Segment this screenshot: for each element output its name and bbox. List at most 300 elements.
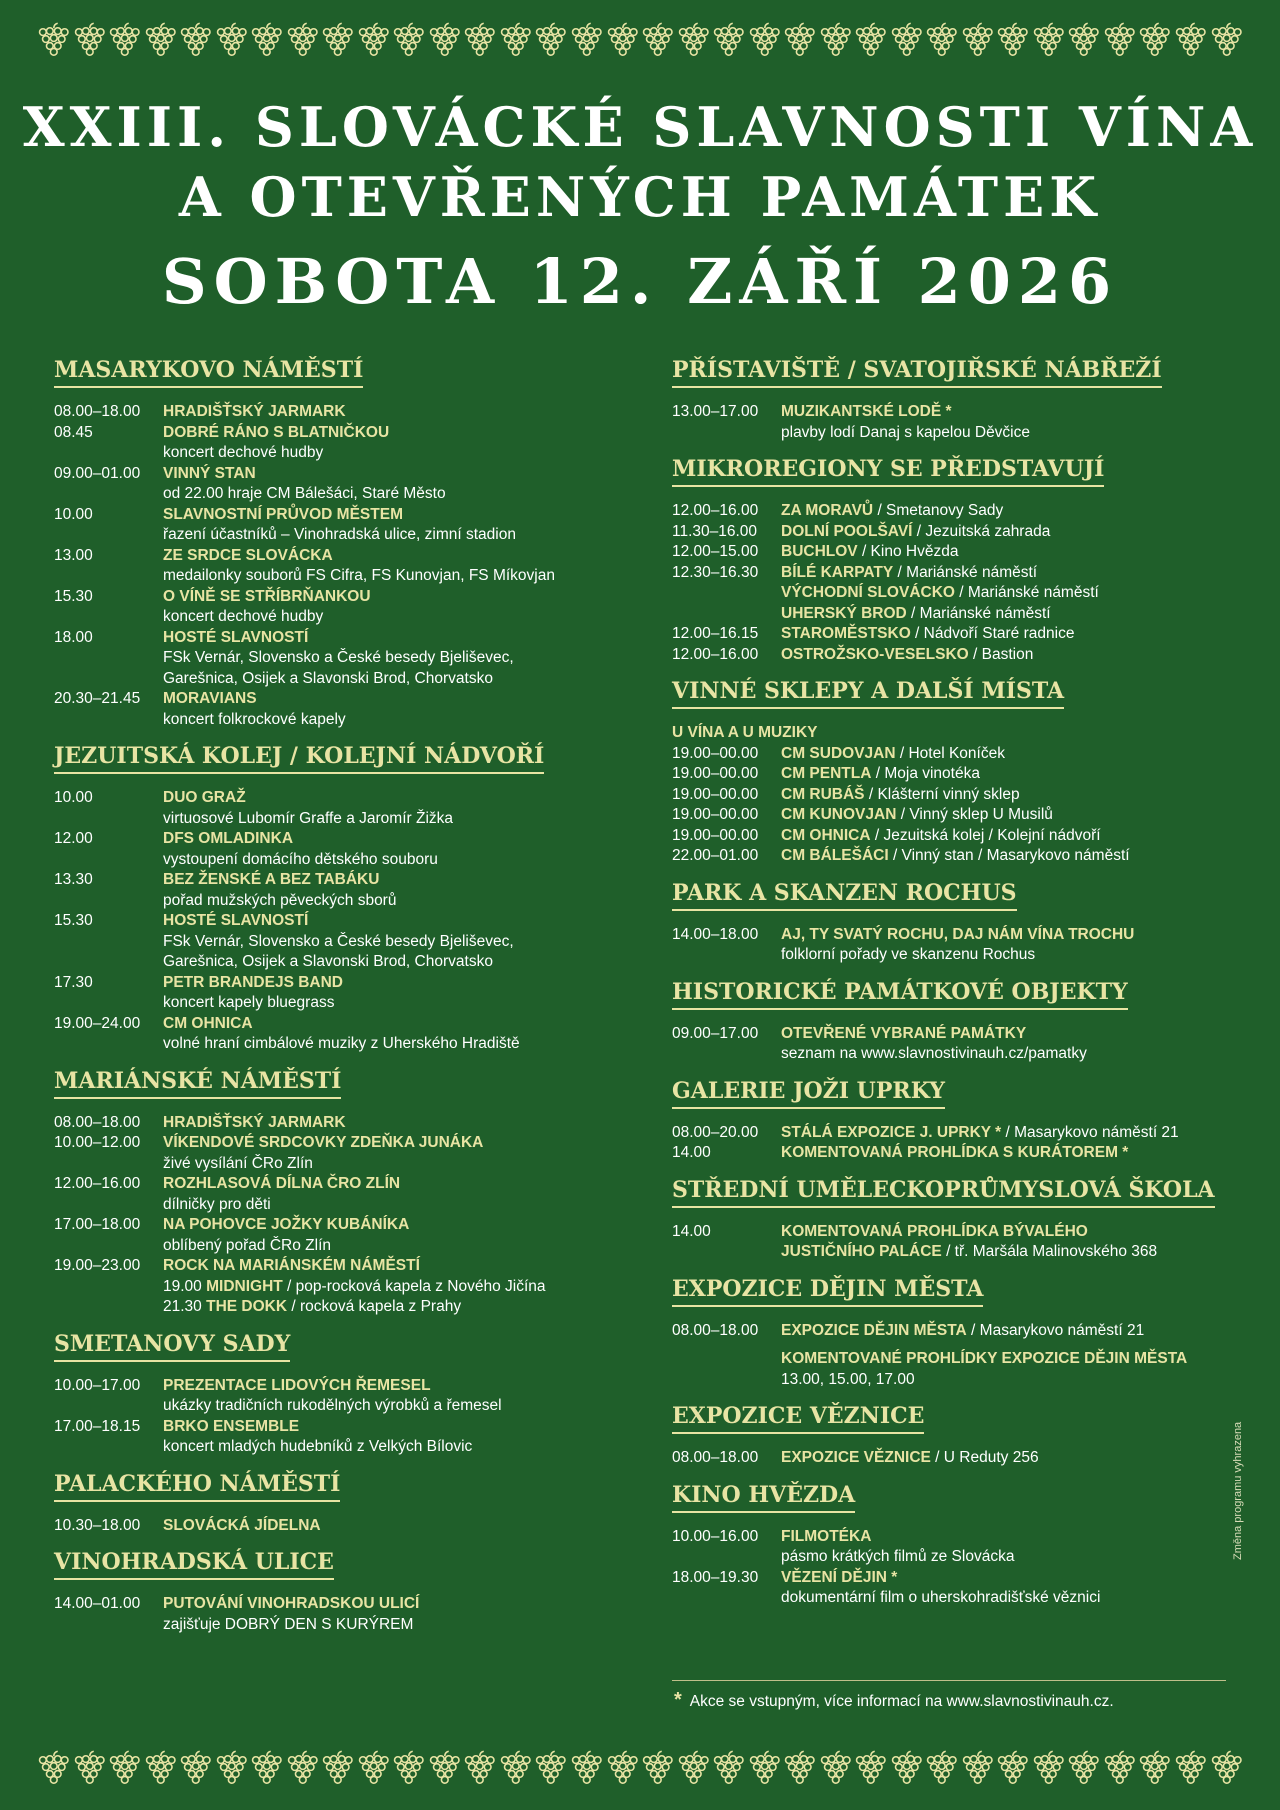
grape-cluster-icon <box>214 22 250 58</box>
entry-title: DOBRÉ RÁNO S BLATNIČKOU <box>163 423 390 441</box>
entry-place: / Klášterní vinný sklep <box>864 785 1020 803</box>
entry-subline <box>163 1297 654 1318</box>
program-entry <box>672 1024 1228 1065</box>
entry-body <box>163 1417 654 1458</box>
entry-time: 08.00–20.00 <box>672 1123 759 1141</box>
entry-title: KOMENTOVANÁ PROHLÍDKA S KURÁTOREM * <box>781 1144 1129 1161</box>
section-title: MARIÁNSKÉ NÁMĚSTÍ <box>54 1067 341 1099</box>
entry-title: PREZENTACE LIDOVÝCH ŘEMESEL <box>163 1376 431 1394</box>
entry-title-line <box>163 689 654 710</box>
entry-body <box>163 1594 654 1635</box>
entry-time: 12.00 <box>54 830 93 847</box>
entry-title: HRADIŠŤSKÝ JARMARK <box>163 403 346 420</box>
entry-description: ukázky tradičních rukodělných výrobků a řemesel <box>163 1397 502 1414</box>
entry-place: / Mariánské náměstí <box>954 584 1099 601</box>
entry-subline-title: THE DOKK <box>206 1298 288 1315</box>
grape-cluster-icon <box>178 22 214 58</box>
entry-body <box>163 1113 654 1134</box>
grape-cluster-icon <box>995 1750 1031 1786</box>
title-line-1: XXIII. SLOVÁCKÉ SLAVNOSTI VÍNA <box>22 95 1258 159</box>
program-entry <box>672 1123 1228 1144</box>
entry-body <box>163 1014 654 1055</box>
program-section <box>54 1067 654 1318</box>
entry-time: 08.00–18.00 <box>54 1113 141 1131</box>
entry-body <box>163 546 654 587</box>
grape-cluster-icon <box>107 22 143 58</box>
program-section <box>672 455 1228 665</box>
program-entry <box>672 764 1228 785</box>
program-entry <box>672 402 1228 443</box>
entry-body <box>163 973 654 1014</box>
entry-body <box>781 501 1228 522</box>
entry-time: 15.30 <box>54 912 93 929</box>
program-entry <box>54 1417 654 1458</box>
entry-body <box>163 628 654 690</box>
program-entry <box>54 689 654 730</box>
entry-time: 15.30 <box>54 587 93 605</box>
entry-time: 19.00–00.00 <box>672 806 759 823</box>
grape-cluster-icon <box>1209 22 1245 58</box>
section-subheading: U VÍNA A U MUZIKY <box>672 724 818 741</box>
grape-cluster-icon <box>676 22 712 58</box>
grape-cluster-icon <box>1209 1750 1245 1786</box>
footnote-divider <box>672 1680 1226 1681</box>
entry-body <box>163 689 654 730</box>
grape-cluster-icon <box>1102 22 1138 58</box>
entry-title-line <box>781 624 1228 645</box>
entry-title-line <box>163 587 654 608</box>
entry-body <box>781 1527 1228 1568</box>
grape-cluster-icon <box>72 1750 108 1786</box>
entry-title: CM PENTLA <box>781 765 872 782</box>
grape-cluster-icon <box>960 22 996 58</box>
section-title: KINO HVĚZDA <box>672 1481 855 1513</box>
program-section <box>672 1402 1228 1469</box>
program-section <box>672 879 1228 966</box>
entry-title: VINNÝ STAN <box>163 464 256 482</box>
entry-description: zajišťuje DOBRÝ DEN S KURÝREM <box>163 1615 414 1633</box>
grape-cluster-icon <box>462 22 498 58</box>
grape-cluster-icon <box>995 22 1031 58</box>
program-entry <box>672 925 1228 966</box>
entry-title-line <box>781 1321 1228 1342</box>
program-section <box>54 742 654 1055</box>
entry-time: 13.00–17.00 <box>672 403 759 420</box>
entry-title-line <box>781 1143 1228 1164</box>
grape-cluster-icon <box>889 1750 925 1786</box>
grape-cluster-icon <box>640 22 676 58</box>
grape-cluster-icon <box>605 1750 641 1786</box>
entry-title-line <box>163 402 654 423</box>
entry-body <box>781 925 1228 966</box>
grape-cluster-icon <box>285 1750 321 1786</box>
entry-title: O VÍNĚ SE STŘÍBRŇANKOU <box>163 587 371 605</box>
entry-title-line <box>781 501 1228 522</box>
grape-cluster-icon <box>498 22 534 58</box>
title-line-2: A OTEVŘENÝCH PAMÁTEK <box>178 165 1102 229</box>
grape-cluster-icon <box>924 1750 960 1786</box>
entry-body <box>781 846 1228 867</box>
entry-title-line <box>781 846 1228 867</box>
section-title: PALACKÉHO NÁMĚSTÍ <box>54 1470 340 1502</box>
entry-title-line <box>163 628 654 649</box>
entry-title-line <box>163 870 654 891</box>
grape-cluster-icon <box>569 22 605 58</box>
entry-body <box>781 402 1228 443</box>
entry-title-line <box>781 1527 1228 1548</box>
entry-place: / Vinný sklep U Musilů <box>896 806 1053 823</box>
entry-place: / Nádvoří Staré radnice <box>910 625 1075 642</box>
entry-time: 14.00 <box>672 1144 711 1161</box>
grape-cluster-icon <box>818 1750 854 1786</box>
program-section <box>672 1481 1228 1609</box>
entry-title: MUZIKANTSKÉ LODĚ * <box>781 403 952 420</box>
entry-title: DOLNÍ POOLŠAVÍ <box>781 522 913 540</box>
entry-subline <box>163 1277 654 1298</box>
entry-body <box>163 1215 654 1256</box>
entry-title-line <box>781 785 1228 806</box>
entry-time: 17.30 <box>54 973 93 991</box>
grape-cluster-icon <box>356 1750 392 1786</box>
entry-description: koncert folkrockové kapely <box>163 710 346 728</box>
program-entry <box>672 1349 1228 1390</box>
grape-cluster-icon <box>782 22 818 58</box>
entry-time <box>672 1349 781 1390</box>
entry-body <box>163 911 654 973</box>
entry-title: HOSTÉ SLAVNOSTÍ <box>163 912 309 929</box>
entry-title: ROZHLASOVÁ DÍLNA ČRO ZLÍN <box>163 1175 401 1192</box>
entry-subline-title: JUSTIČNÍHO PALÁCE <box>781 1243 942 1260</box>
entry-place: / Bastion <box>968 645 1034 663</box>
entry-place: / U Reduty 256 <box>930 1449 1039 1466</box>
program-section <box>672 1077 1228 1164</box>
grape-cluster-icon <box>249 22 285 58</box>
entry-place: / Jezuitská kolej / Kolejní nádvoří <box>870 826 1101 844</box>
entry-description: folklorní pořady ve skanzenu Rochus <box>781 946 1036 963</box>
entry-title: EXPOZICE DĚJIN MĚSTA <box>781 1321 967 1339</box>
entry-body <box>781 583 1228 604</box>
grape-cluster-icon <box>427 22 463 58</box>
program-entry <box>54 1174 654 1215</box>
grape-cluster-icon <box>498 1750 534 1786</box>
entry-time: 14.00–01.00 <box>54 1595 141 1612</box>
program-entry <box>54 973 654 1014</box>
grape-cluster-icon <box>1031 1750 1067 1786</box>
entry-time: 19.00–23.00 <box>54 1257 141 1274</box>
entry-body <box>163 1174 654 1215</box>
entry-description: pásmo krátkých filmů ze Slovácka <box>781 1548 1015 1565</box>
entry-time: 22.00–01.00 <box>672 847 759 864</box>
entry-body <box>163 1516 654 1537</box>
entry-place: / Mariánské náměstí <box>906 604 1051 622</box>
entry-title-line <box>163 911 654 932</box>
program-entry <box>54 1376 654 1417</box>
entry-time: 12.30–16.30 <box>672 563 759 581</box>
ornament-row-top <box>36 20 1244 60</box>
entry-place: / Hotel Koníček <box>895 744 1005 762</box>
entry-body <box>163 464 654 505</box>
entry-time: 19.00–00.00 <box>672 744 759 762</box>
program-entry <box>672 1448 1228 1469</box>
grape-cluster-icon <box>711 1750 747 1786</box>
entry-title-line <box>781 1222 1228 1243</box>
program-section <box>672 677 1228 867</box>
entry-time: 12.00–16.00 <box>54 1175 141 1192</box>
entry-time: 09.00–17.00 <box>672 1024 759 1042</box>
entry-title: CM OHNICA <box>163 1014 253 1032</box>
entry-time: 12.00–15.00 <box>672 543 759 560</box>
entry-description: koncert dechové hudby <box>163 444 324 461</box>
entry-description: plavby lodí Danaj s kapelou Děvčice <box>781 423 1030 441</box>
grape-cluster-icon <box>1137 1750 1173 1786</box>
entry-title-line <box>781 583 1228 604</box>
program-entry <box>672 805 1228 826</box>
entry-title: PUTOVÁNÍ VINOHRADSKOU ULICÍ <box>163 1595 420 1612</box>
entry-title-line <box>781 563 1228 584</box>
program-entry <box>54 1256 654 1318</box>
entry-time: 08.00–18.00 <box>672 1449 759 1466</box>
entry-title-line <box>781 1349 1228 1370</box>
grape-cluster-icon <box>924 22 960 58</box>
entry-place: / Jezuitská zahrada <box>912 522 1051 540</box>
program-section <box>672 1275 1228 1391</box>
program-section <box>672 356 1228 443</box>
grape-cluster-icon <box>1066 22 1102 58</box>
grape-cluster-icon <box>605 22 641 58</box>
grape-cluster-icon <box>356 22 392 58</box>
footnote-text: Akce se vstupným, více informací na www.slavnostivinauh.cz. <box>689 1693 1114 1710</box>
entry-time: 08.00–18.00 <box>672 1321 759 1339</box>
grape-cluster-icon <box>853 1750 889 1786</box>
grape-cluster-icon <box>676 1750 712 1786</box>
entry-body <box>163 1256 654 1318</box>
entry-title-line <box>781 826 1228 847</box>
grape-cluster-icon <box>782 1750 818 1786</box>
section-title: GALERIE JOŽI UPRKY <box>672 1077 945 1109</box>
entry-title: ZE SRDCE SLOVÁCKA <box>163 546 333 564</box>
entry-body <box>163 870 654 911</box>
entry-time: 19.00–00.00 <box>672 785 759 803</box>
entry-time: 17.00–18.15 <box>54 1417 141 1435</box>
entry-title-line <box>781 1123 1228 1144</box>
entry-time: 18.00 <box>54 628 93 646</box>
entry-title-line <box>781 744 1228 765</box>
entry-body <box>781 604 1228 625</box>
program-entry <box>672 542 1228 563</box>
section-title: EXPOZICE DĚJIN MĚSTA <box>672 1275 983 1307</box>
entry-title-line <box>781 645 1228 666</box>
grape-cluster-icon <box>747 1750 783 1786</box>
program-entry <box>672 826 1228 847</box>
entry-place: / Kino Hvězda <box>857 543 959 560</box>
entry-title: UHERSKÝ BROD <box>781 604 907 622</box>
entry-body <box>781 542 1228 563</box>
section-title: VINOHRADSKÁ ULICE <box>54 1548 334 1580</box>
entry-title: STÁLÁ EXPOZICE J. UPRKY * <box>781 1123 1002 1141</box>
entry-place: / Smetanovy Sady <box>873 502 1004 519</box>
entry-body <box>781 785 1228 806</box>
program-entry <box>672 785 1228 806</box>
entry-title-line <box>163 1014 654 1035</box>
entry-title: AJ, TY SVATÝ ROCHU, DAJ NÁM VÍNA TROCHU <box>781 925 1135 943</box>
grape-cluster-icon <box>711 22 747 58</box>
entry-description: Garešnica, Osijek a Slavonski Brod, Chorvatsko <box>163 669 493 687</box>
program-entry <box>672 1222 1228 1263</box>
entry-time: 12.00–16.00 <box>672 645 759 663</box>
program-entry <box>54 402 654 423</box>
entry-title-line <box>163 423 654 444</box>
program-entry <box>672 604 1228 625</box>
entry-time: 12.00–16.15 <box>672 625 759 642</box>
footnote-star: * <box>674 1689 682 1711</box>
entry-title: PETR BRANDEJS BAND <box>163 973 343 991</box>
entry-time: 13.30 <box>54 871 93 888</box>
entry-title-line <box>163 1417 654 1438</box>
entry-place: / Masarykovo náměstí 21 <box>966 1321 1145 1339</box>
entry-title-line <box>163 1516 654 1537</box>
entry-body <box>163 587 654 628</box>
entry-time: 10.30–18.00 <box>54 1516 141 1534</box>
entry-title-line <box>163 788 654 809</box>
section-title: JEZUITSKÁ KOLEJ / KOLEJNÍ NÁDVOŘÍ <box>54 742 544 774</box>
entry-title: OSTROŽSKO-VESELSKO <box>781 645 969 663</box>
entry-title-line <box>163 1133 654 1154</box>
entry-subline <box>781 1242 1228 1263</box>
entry-body <box>781 1448 1228 1469</box>
entry-time: 19.00–00.00 <box>672 765 759 782</box>
entry-time: 10.00–17.00 <box>54 1376 141 1394</box>
entry-title: FILMOTÉKA <box>781 1527 872 1545</box>
entry-title: CM RUBÁŠ <box>781 785 865 803</box>
program-entry <box>54 1215 654 1256</box>
entry-title-line <box>781 542 1228 563</box>
grape-cluster-icon <box>1031 22 1067 58</box>
entry-title: MORAVIANS <box>163 690 257 707</box>
program-entry <box>672 1568 1228 1609</box>
program-entry <box>54 1113 654 1134</box>
entry-body <box>781 645 1228 666</box>
entry-time: 10.00 <box>54 505 93 523</box>
section-title: SMETANOVY SADY <box>54 1330 290 1362</box>
grape-cluster-icon <box>640 1750 676 1786</box>
entry-place: / Masarykovo náměstí 21 <box>1001 1123 1179 1141</box>
entry-place: / Mariánské náměstí <box>893 563 1038 581</box>
grape-cluster-icon <box>889 22 925 58</box>
entry-description: dokumentární film o uherskohradišťské věznici <box>781 1589 1101 1606</box>
entry-description: vystoupení domácího dětského souboru <box>163 850 438 868</box>
entry-body <box>781 1222 1228 1263</box>
header <box>0 92 1280 322</box>
entry-description: oblíbený pořad ČRo Zlín <box>163 1236 332 1254</box>
entry-body <box>781 1349 1228 1390</box>
entry-title: HOSTÉ SLAVNOSTÍ <box>163 628 309 646</box>
entry-description: 13.00, 15.00, 17.00 <box>781 1370 915 1388</box>
entry-title: DUO GRAŽ <box>163 789 246 806</box>
program-entry <box>54 1516 654 1537</box>
entry-title-line <box>781 764 1228 785</box>
grape-cluster-icon <box>249 1750 285 1786</box>
program-entry <box>672 1321 1228 1342</box>
entry-subline-place: / pop-rocková kapela z Nového Jičína <box>282 1277 546 1295</box>
entry-title: OTEVŘENÉ VYBRANÉ PAMÁTKY <box>781 1024 1027 1042</box>
entry-subline-place: / rocková kapela z Prahy <box>287 1298 462 1315</box>
entry-body <box>781 522 1228 543</box>
program-entry <box>54 870 654 911</box>
grape-cluster-icon <box>818 22 854 58</box>
grape-cluster-icon <box>143 1750 179 1786</box>
entry-body <box>163 829 654 870</box>
entry-title: CM KUNOVJAN <box>781 806 897 823</box>
entry-body <box>781 1568 1228 1609</box>
entry-time: 13.00 <box>54 546 93 564</box>
grape-cluster-icon <box>36 22 72 58</box>
program-entry <box>54 505 654 546</box>
entry-time: 19.00–00.00 <box>672 826 759 844</box>
entry-subline-time: 19.00 <box>163 1277 207 1295</box>
program-entry <box>672 624 1228 645</box>
entry-title: VÍKENDOVÉ SRDCOVKY ZDEŇKA JUNÁKA <box>163 1134 484 1151</box>
grape-cluster-icon <box>747 22 783 58</box>
program-entry <box>672 563 1228 584</box>
entry-subline-time: 21.30 <box>163 1298 207 1315</box>
section-title: HISTORICKÉ PAMÁTKOVÉ OBJEKTY <box>672 978 1128 1010</box>
entry-description: živé vysílání ČRo Zlín <box>163 1154 313 1172</box>
entry-title-line <box>781 522 1228 543</box>
entry-title: HRADIŠŤSKÝ JARMARK <box>163 1113 346 1131</box>
entry-title-line <box>163 546 654 567</box>
entry-description: FSk Vernár, Slovensko a České besedy Bjeliševec, <box>163 649 514 666</box>
section-title: EXPOZICE VĚZNICE <box>672 1402 924 1434</box>
entry-title: VĚZENÍ DĚJIN * <box>781 1568 898 1586</box>
entry-title-line <box>781 925 1228 946</box>
grape-cluster-icon <box>853 22 889 58</box>
entry-title: KOMENTOVANÉ PROHLÍDKY EXPOZICE DĚJIN MĚSTA <box>781 1350 1188 1367</box>
entry-description: FSk Vernár, Slovensko a České besedy Bjeliševec, <box>163 932 514 950</box>
entry-time: 08.45 <box>54 423 93 441</box>
entry-place: / Vinný stan / Masarykovo náměstí <box>888 847 1130 864</box>
grape-cluster-icon <box>462 1750 498 1786</box>
entry-body <box>781 764 1228 785</box>
grape-cluster-icon <box>214 1750 250 1786</box>
program-entry <box>672 583 1228 604</box>
entry-description: Garešnica, Osijek a Slavonski Brod, Chorvatsko <box>163 953 493 970</box>
entry-time: 19.00–24.00 <box>54 1014 141 1032</box>
grape-cluster-icon <box>1173 22 1209 58</box>
entry-title-line <box>163 973 654 994</box>
entry-body <box>163 505 654 546</box>
entry-time: 10.00–16.00 <box>672 1527 759 1545</box>
entry-title-line <box>781 805 1228 826</box>
entry-title-line <box>163 1174 654 1195</box>
entry-time <box>672 604 781 625</box>
grape-cluster-icon <box>320 1750 356 1786</box>
entry-title-line <box>163 1256 654 1277</box>
grape-cluster-icon <box>143 22 179 58</box>
footnote <box>674 1690 1114 1712</box>
program-entry <box>54 464 654 505</box>
program-section <box>54 1470 654 1537</box>
entry-description: koncert kapely bluegrass <box>163 994 335 1011</box>
section-title: PŘÍSTAVIŠTĚ / SVATOJIŘSKÉ NÁBŘEŽÍ <box>672 356 1162 388</box>
entry-description: dílničky pro děti <box>163 1195 271 1213</box>
program-entry <box>54 1594 654 1635</box>
program-entry <box>54 1133 654 1174</box>
entry-title-line <box>781 1024 1228 1045</box>
grape-cluster-icon <box>178 1750 214 1786</box>
entry-body <box>781 1024 1228 1065</box>
grape-cluster-icon <box>533 22 569 58</box>
program-entry <box>54 587 654 628</box>
